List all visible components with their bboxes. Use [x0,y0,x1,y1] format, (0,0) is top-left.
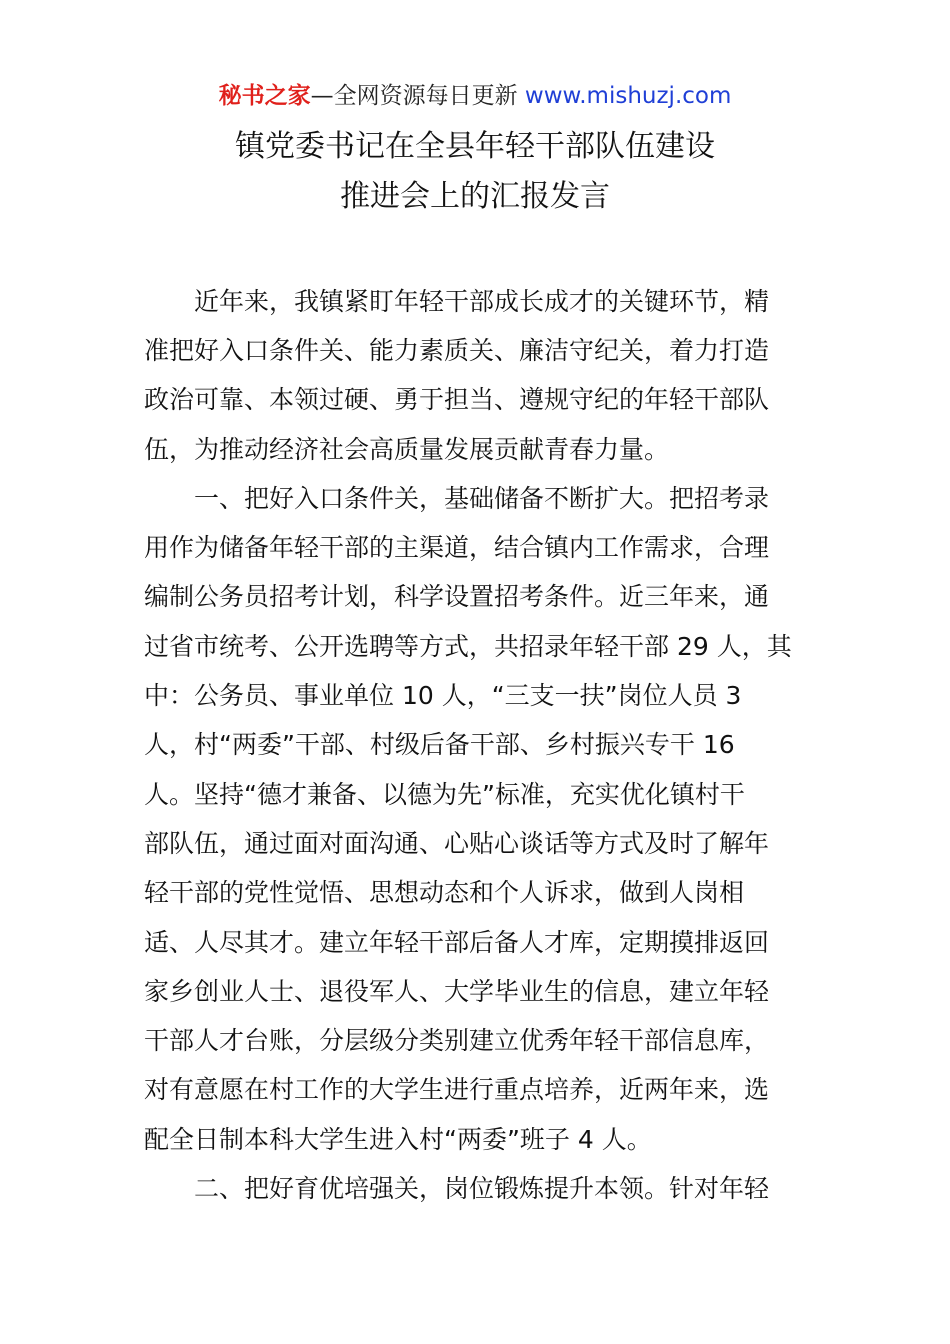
site-url-link[interactable]: www.mishuzj.com [524,83,732,109]
body-line: 二、把好育优培强关，岗位锻炼提升本领。针对年轻 [194,1173,770,1203]
body-line: 对有意愿在村工作的大学生进行重点培养，近两年来，选 [144,1075,770,1105]
body-line: 一、把好入口条件关，基础储备不断扩大。把招考录 [194,483,770,513]
body-line: 过省市统考、公开选聘等方式，共招录年轻干部 29 人，其 [144,631,792,661]
body-line: 轻干部的党性觉悟、思想动态和个人诉求，做到人岗相 [144,878,745,908]
body-line: 中：公务员、事业单位 10 人，“三支一扶”岗位人员 3 [144,681,742,711]
body-line: 适、人尽其才。建立年轻干部后备人才库，定期摸排返回 [144,927,770,957]
body-line: 人。坚持“德才兼备、以德为先”标准，充实优化镇村干 [144,779,745,809]
body-line: 用作为储备年轻干部的主渠道，结合镇内工作需求，合理 [144,533,770,563]
body-line: 配全日制本科大学生进入村“两委”班子 4 人。 [144,1124,652,1154]
body-line: 准把好入口条件关、能力素质关、廉洁守纪关，着力打造 [144,335,770,365]
body-line: 政治可靠、本领过硬、勇于担当、遵规守纪的年轻干部队 [144,385,770,415]
body-line: 人，村“两委”干部、村级后备干部、乡村振兴专干 16 [144,730,735,760]
brand-name: 秘书之家 [218,83,311,109]
document-body [144,277,808,1214]
body-line: 家乡创业人士、退役军人、大学毕业生的信息，建立年轻 [144,976,770,1006]
body-line: 部队伍，通过面对面沟通、心贴心谈话等方式及时了解年 [144,828,770,858]
body-line: 近年来，我镇紧盯年轻干部成长成才的关键环节，精 [194,286,770,316]
header-tagline: —全网资源每日更新 [310,83,525,109]
document-title-line-2: 推进会上的汇报发言 [340,179,610,214]
site-header [0,80,950,112]
body-line: 干部人才台账，分层级分类别建立优秀年轻干部信息库， [144,1026,770,1056]
body-line: 伍，为推动经济社会高质量发展贡献青春力量。 [144,434,670,464]
document-title-line-1: 镇党委书记在全县年轻干部队伍建设 [235,129,715,164]
body-line: 编制公务员招考计划，科学设置招考条件。近三年来，通 [144,582,770,612]
